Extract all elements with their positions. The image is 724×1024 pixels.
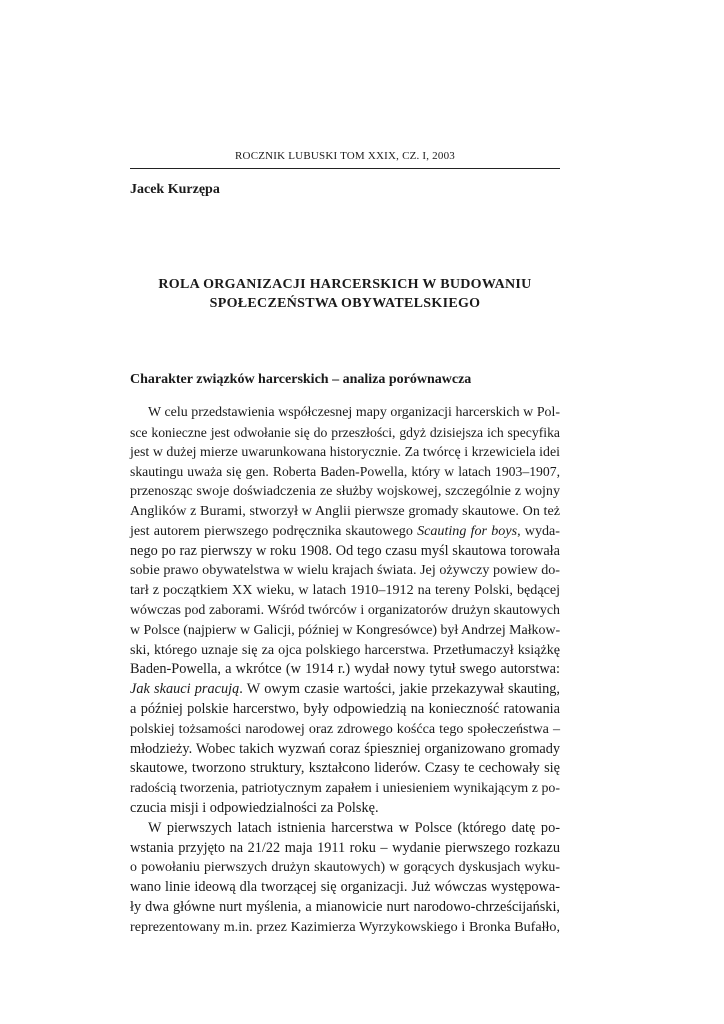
- text-line: skautingu uważa się gen. Roberta Baden-Powella, który w latach 1903–1907,: [130, 464, 560, 480]
- text-line: reprezentowany m.in. przez Kazimierza Wyrzykowskiego i Bronka Bufałło,: [130, 918, 560, 935]
- text-line: wstania przyjęto na 21/22 maja 1911 roku – wydanie pierwszego rozkazu: [130, 839, 560, 856]
- body-text: [130, 403, 560, 938]
- text-line: polskiej tożsamości narodowej oraz zdrowego kośćca tego społeczeństwa –: [130, 720, 560, 737]
- text-run: . W owym czasie wartości, jakie przekazywał skauting,: [239, 681, 560, 698]
- text-line: radością tworzenia, patriotycznym zapałem i uniesieniem wynikającym z po-: [130, 781, 560, 797]
- text-line: ski, którego uznaje się za ojca polskiego harcerstwa. Przetłumaczył książkę: [130, 641, 560, 658]
- text-line: nego po raz pierwszy w roku 1908. Od tego czasu myśl skautowa torowała: [130, 542, 560, 559]
- title-line: ROLA ORGANIZACJI HARCERSKICH W BUDOWANIU: [158, 277, 532, 292]
- text-line: wówczas pod zaborami. Wśród twórców i organizatorów drużyn skautowych: [130, 602, 560, 618]
- text-line: [130, 522, 560, 542]
- header-rule: [130, 168, 560, 169]
- italic-book-title: Scauting for boys: [417, 522, 518, 539]
- section-heading: Charakter związków harcerskich – analiza porównawcza: [130, 372, 472, 387]
- text-line: tarł z początkiem XX wieku, w latach 1910–1912 na tereny Polski, będącej: [130, 582, 560, 599]
- text-line: przenosząc swoje doświadczenia ze służby wojskowej, szczególnie z wojny: [130, 483, 560, 500]
- text-line: w Polsce (najpierw w Galicji, później w Kongresówce) był Andrzej Małkow-: [130, 622, 561, 638]
- italic-book-title: Jak skauci pracują: [130, 681, 240, 698]
- text-line: ły dwa główne nurt myślenia, a mianowicie nurt narodowo-chrześcijański,: [130, 898, 560, 915]
- text-line: a później polskie harcerstwo, były odpowiedzią na konieczność ratowania: [130, 700, 560, 717]
- text-line: Anglików z Burami, stworzył w Anglii pierwsze gromady skautowe. On też: [130, 502, 560, 519]
- text-line: W pierwszych latach istnienia harcerstwa w Polsce (którego datę po-: [148, 819, 560, 836]
- running-head: ROCZNIK LUBUSKI TOM XXIX, CZ. I, 2003: [235, 150, 455, 162]
- text-line: młodzieży. Wobec takich wyzwań coraz śpieszniej organizowano gromady: [130, 740, 560, 757]
- text-line: jest w dużej mierze uwarunkowana historycznie. Za twórcę i krzewiciela idei: [130, 444, 560, 460]
- text-run: , wyda-: [517, 522, 560, 539]
- text-line: czucia misji i odpowiedzialności za Polskę.: [130, 799, 379, 816]
- text-line: [130, 680, 560, 700]
- article-title: [130, 275, 560, 313]
- text-line: skautowe, tworzono struktury, kształcono liderów. Czasy te cechowały się: [130, 760, 560, 777]
- text-line: Baden-Powella, a wkrótce (w 1914 r.) wydał nowy tytuł swego autorstwa:: [130, 661, 560, 678]
- title-line: SPOŁECZEŃSTWA OBYWATELSKIEGO: [209, 296, 481, 311]
- text-line: sce konieczne jest odwołanie się do przeszłości, gdyż dzisiejsza ich specyfika: [130, 424, 560, 440]
- text-run: jest autorem pierwszego podręcznika skautowego: [130, 522, 418, 539]
- author-name: Jacek Kurzępa: [130, 182, 220, 197]
- text-line: W celu przedstawienia współczesnej mapy organizacji harcerskich w Pol-: [148, 405, 560, 420]
- text-line: sobie prawo obywatelstwa w wielu krajach świata. Jej ożywczy powiew do-: [130, 562, 560, 579]
- text-line: o powołaniu pierwszych drużyn skautowych) w gorących dyskusjach wyku-: [130, 860, 560, 876]
- text-line: wano linie ideową dla tworzącej się organizacji. Już wówczas występowa-: [130, 879, 560, 896]
